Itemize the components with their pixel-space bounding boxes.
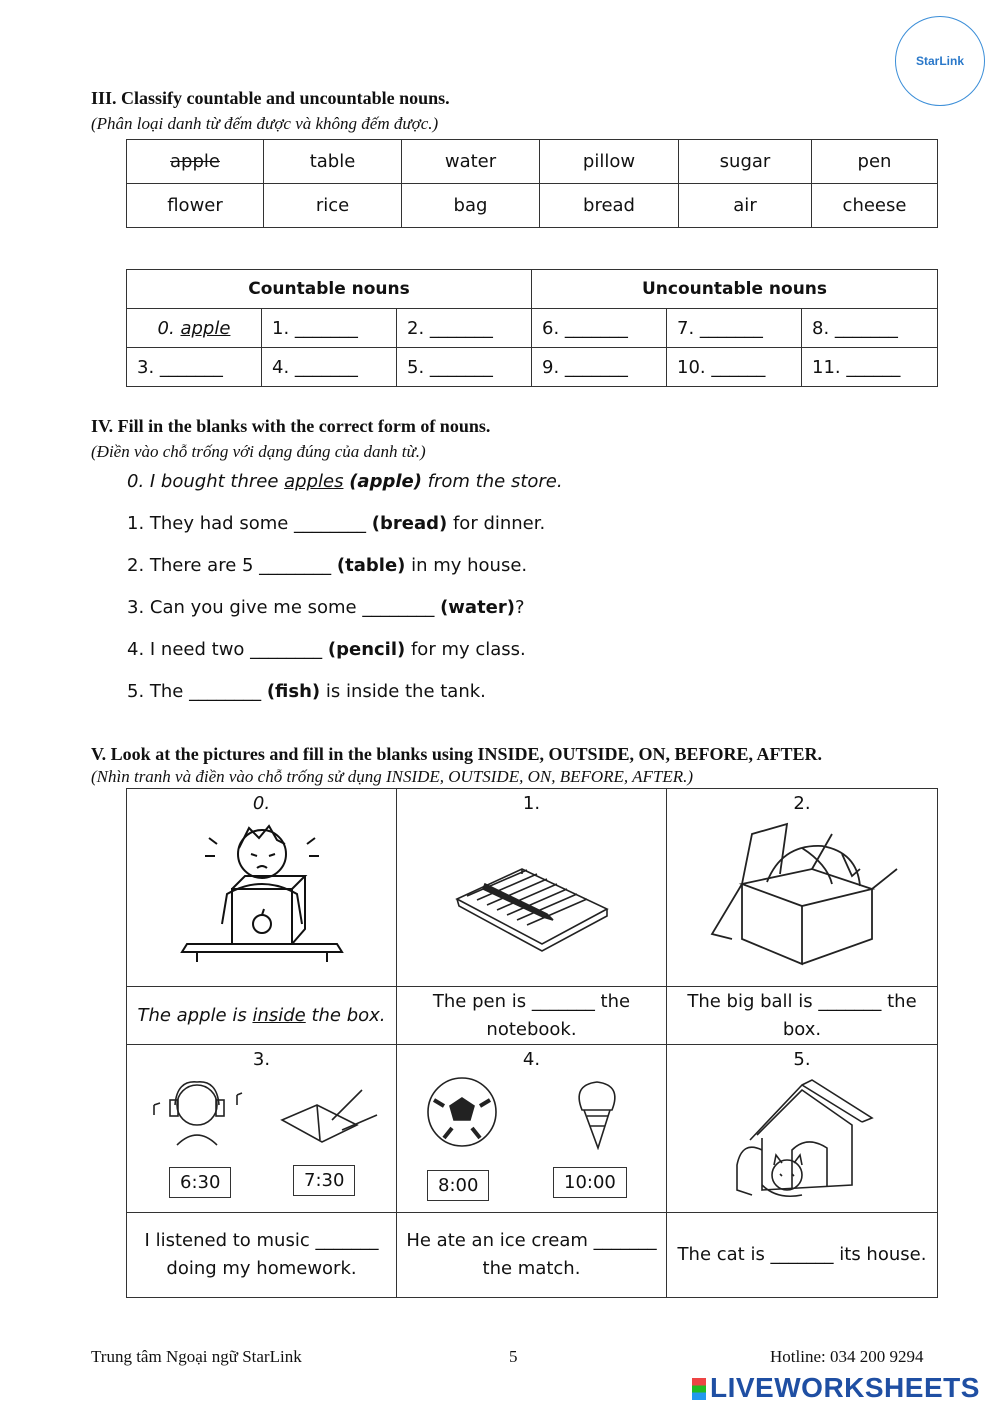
picture-cell-4 xyxy=(397,1045,667,1213)
caption-5[interactable]: The cat is _______ its house. xyxy=(667,1213,938,1298)
example-answer: apples xyxy=(284,471,344,492)
fill-sentence-1[interactable]: 1. They had some ________ (bread) for dinner. xyxy=(127,513,546,534)
example-sentence: 0. I bought three apples (apple) from the store. xyxy=(127,471,563,492)
answer-blank[interactable]: 4. _______ xyxy=(262,348,397,387)
word-cell: bread xyxy=(540,184,679,228)
countable-header: Countable nouns xyxy=(127,270,532,309)
page-number: 5 xyxy=(509,1347,518,1366)
section-5-subtitle: (Nhìn tranh và điền vào chỗ trống sử dụng INSIDE, OUTSIDE, ON, BEFORE, AFTER.) xyxy=(91,767,694,786)
item-number: 5. xyxy=(793,1049,811,1070)
answer-blank[interactable]: 9. _______ xyxy=(532,348,667,387)
time-box: 7:30 xyxy=(293,1165,355,1196)
hotline: Hotline: 034 200 9294 xyxy=(770,1347,924,1366)
picture-cell-5 xyxy=(667,1045,938,1213)
example-answer: inside xyxy=(252,1004,306,1026)
fill-sentence-4[interactable]: 4. I need two ________ (pencil) for my class. xyxy=(127,639,526,660)
word-cell: sugar xyxy=(679,140,812,184)
word-apple: apple xyxy=(170,151,220,172)
answer-blank[interactable]: 5. _______ xyxy=(397,348,532,387)
fill-sentence-3[interactable]: 3. Can you give me some ________ (water)? xyxy=(127,597,525,618)
word-cell: air xyxy=(679,184,812,228)
starlink-logo xyxy=(895,16,985,106)
liveworksheets-brand[interactable]: LIVEWORKSHEETS xyxy=(692,1372,980,1404)
item-number: 4. xyxy=(522,1049,541,1070)
word-cell: pen xyxy=(812,140,938,184)
notebook-pen-illustration xyxy=(447,814,617,964)
answer-blank[interactable]: 11. ______ xyxy=(802,348,938,387)
liveworksheets-icon xyxy=(692,1378,706,1400)
answer-blank[interactable]: 6. _______ xyxy=(532,309,667,348)
fill-sentence-2[interactable]: 2. There are 5 ________ (table) in my house. xyxy=(127,555,528,576)
picture-cell-0 xyxy=(127,789,397,987)
ball-icecream-illustration xyxy=(422,1070,642,1150)
answer-blank[interactable]: 8. _______ xyxy=(802,309,938,348)
word-cell: table xyxy=(264,140,402,184)
answer-cell-0: 0. apple xyxy=(127,309,262,348)
section-3-title: III. Classify countable and uncountable nouns. xyxy=(91,88,450,108)
answer-blank[interactable]: 1. _______ xyxy=(262,309,397,348)
answer-blank[interactable]: 10. ______ xyxy=(667,348,802,387)
boy-box-apple-illustration xyxy=(177,814,347,964)
word-cell: cheese xyxy=(812,184,938,228)
answer-blank[interactable]: 2. _______ xyxy=(397,309,532,348)
time-box: 10:00 xyxy=(553,1167,627,1198)
section-4-subtitle: (Điền vào chỗ trống với dạng đúng của danh từ.) xyxy=(91,442,426,461)
picture-table xyxy=(126,788,938,1298)
answer-blank[interactable]: 3. _______ xyxy=(127,348,262,387)
caption-1[interactable]: The pen is _______ the notebook. xyxy=(397,987,667,1045)
fill-sentence-5[interactable]: 5. The ________ (fish) is inside the tank. xyxy=(127,681,486,702)
example-answer: apple xyxy=(180,317,231,339)
time-box: 6:30 xyxy=(169,1167,231,1198)
footer-center-name: Trung tâm Ngoại ngữ StarLink xyxy=(91,1347,302,1366)
item-number: 3. xyxy=(252,1049,271,1070)
ball-in-box-illustration xyxy=(702,814,902,969)
section-4-title: IV. Fill in the blanks with the correct form of nouns. xyxy=(91,416,491,436)
time-box: 8:00 xyxy=(427,1170,489,1201)
logo-text: StarLink xyxy=(915,54,964,68)
item-number: 0. xyxy=(252,793,271,814)
picture-cell-3 xyxy=(127,1045,397,1213)
caption-0: The apple is inside the box. xyxy=(127,987,397,1045)
word-cell: pillow xyxy=(540,140,679,184)
cat-doghouse-illustration xyxy=(722,1070,882,1205)
item-number: 1. xyxy=(522,793,541,814)
word-cell: rice xyxy=(264,184,402,228)
item-number: 2. xyxy=(793,793,811,814)
word-cell xyxy=(127,140,264,184)
word-cell: bag xyxy=(402,184,540,228)
section-3-subtitle: (Phân loại danh từ đếm được và không đếm được.) xyxy=(91,114,439,133)
caption-4[interactable]: He ate an ice cream _______ the match. xyxy=(397,1213,667,1298)
music-homework-illustration xyxy=(142,1070,382,1150)
section-5-title: V. Look at the pictures and fill in the blanks using INSIDE, OUTSIDE, ON, BEFORE, AFTER. xyxy=(91,744,823,764)
word-cell: water xyxy=(402,140,540,184)
caption-2[interactable]: The big ball is _______ the box. xyxy=(667,987,938,1045)
picture-cell-2 xyxy=(667,789,938,987)
picture-cell-1 xyxy=(397,789,667,987)
word-cell: flower xyxy=(127,184,264,228)
uncountable-header: Uncountable nouns xyxy=(532,270,938,309)
answer-blank[interactable]: 7. _______ xyxy=(667,309,802,348)
caption-3[interactable]: I listened to music _______ doing my homework. xyxy=(127,1213,397,1298)
classification-table xyxy=(126,269,938,387)
word-bank-table xyxy=(126,139,938,228)
